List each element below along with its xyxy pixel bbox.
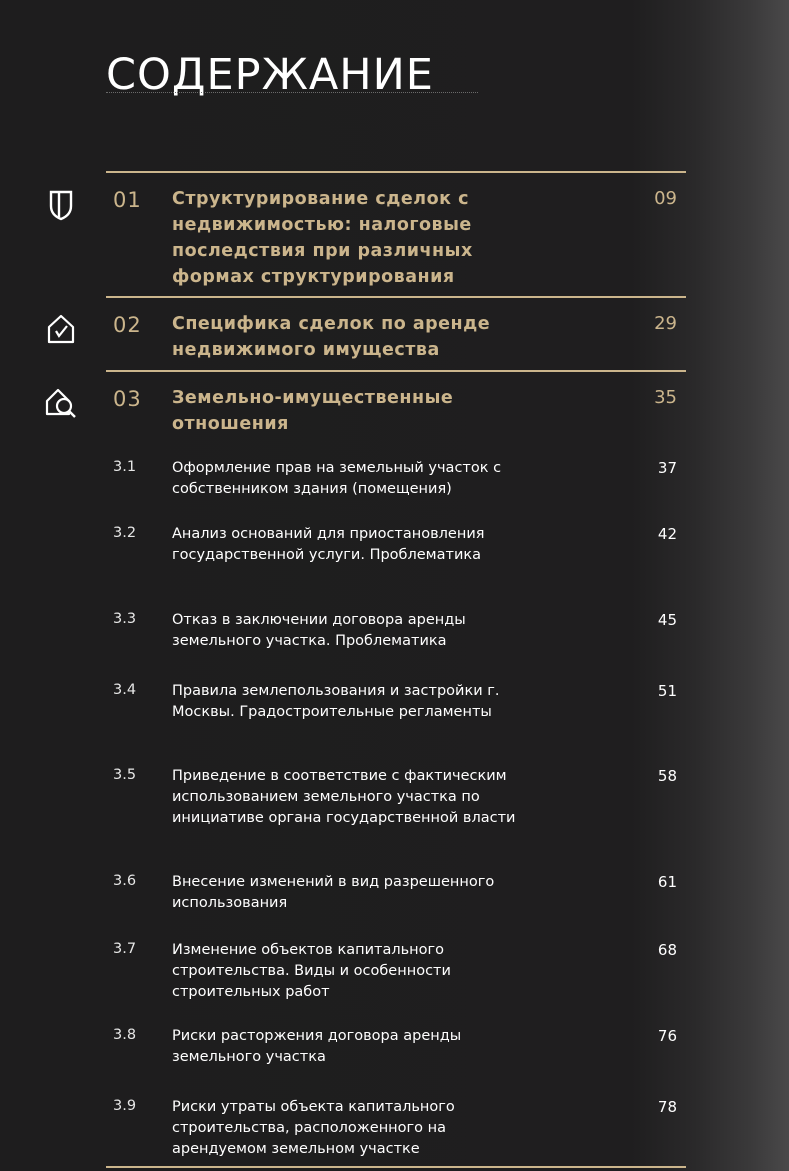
page-title: СОДЕРЖАНИЕ: [106, 50, 434, 100]
shield-icon: [44, 188, 78, 222]
section-page-number: 09: [654, 188, 677, 209]
toc-link-subsection[interactable]: Приведение в соответствие с фактическим использованием земельного участка по инициативе органа государственной власти: [172, 768, 516, 826]
house-search-icon: [44, 385, 78, 419]
title-underline: [106, 92, 478, 93]
subsection-page-number: 37: [657, 459, 677, 477]
subsection-page-number: 58: [657, 767, 677, 785]
subsection-number: 3.5: [113, 767, 137, 783]
section-number: 01: [113, 188, 142, 212]
section-number: 02: [113, 313, 142, 337]
toc-link-subsection[interactable]: Правила землепользования и застройки г. Москвы. Градостроительные регламенты: [172, 683, 500, 720]
house-check-icon: [44, 312, 78, 346]
subsection-number: 3.3: [113, 611, 137, 627]
subsection-number: 3.9: [113, 1098, 137, 1114]
section-divider: [106, 370, 686, 372]
subsection-page-number: 51: [657, 682, 677, 700]
toc-link-subsection[interactable]: Внесение изменений в вид разрешенного использования: [172, 874, 495, 911]
subsection-page-number: 68: [657, 941, 677, 959]
toc-link-subsection[interactable]: Риски утраты объекта капитального строительства, расположенного на арендуемом земельном участке: [172, 1099, 455, 1157]
subsection-page-number: 61: [657, 873, 677, 891]
subsection-page-number: 42: [657, 525, 677, 543]
section-page-number: 29: [654, 313, 677, 334]
toc-link-subsection[interactable]: Отказ в заключении договора аренды земельного участка. Проблематика: [172, 612, 466, 649]
toc-link-section-03[interactable]: Земельно-имущественные отношения: [172, 388, 454, 434]
toc-link-subsection[interactable]: Риски расторжения договора аренды земельного участка: [172, 1028, 462, 1065]
subsection-number: 3.7: [113, 941, 137, 957]
section-number: 03: [113, 387, 142, 411]
subsection-page-number: 78: [657, 1098, 677, 1116]
subsection-page-number: 45: [657, 611, 677, 629]
subsection-number: 3.4: [113, 682, 137, 698]
toc-link-section-01[interactable]: Структурирование сделок с недвижимостью: налоговые последствия при различных формах структурирования: [172, 189, 473, 287]
subsection-number: 3.8: [113, 1027, 137, 1043]
toc-link-subsection[interactable]: Изменение объектов капитального строительства. Виды и особенности строительных работ: [172, 942, 451, 1000]
section-page-number: 35: [654, 387, 677, 408]
subsection-number: 3.6: [113, 873, 137, 889]
subsection-number: 3.1: [113, 459, 137, 475]
section-divider: [106, 296, 686, 298]
subsection-page-number: 76: [657, 1027, 677, 1045]
section-divider: [106, 1166, 686, 1168]
section-divider: [106, 171, 686, 173]
toc-link-subsection[interactable]: Оформление прав на земельный участок с собственником здания (помещения): [172, 460, 502, 497]
toc-link-subsection[interactable]: Анализ оснований для приостановления государственной услуги. Проблематика: [172, 526, 485, 563]
toc-link-section-02[interactable]: Специфика сделок по аренде недвижимого имущества: [172, 314, 491, 360]
subsection-number: 3.2: [113, 525, 137, 541]
